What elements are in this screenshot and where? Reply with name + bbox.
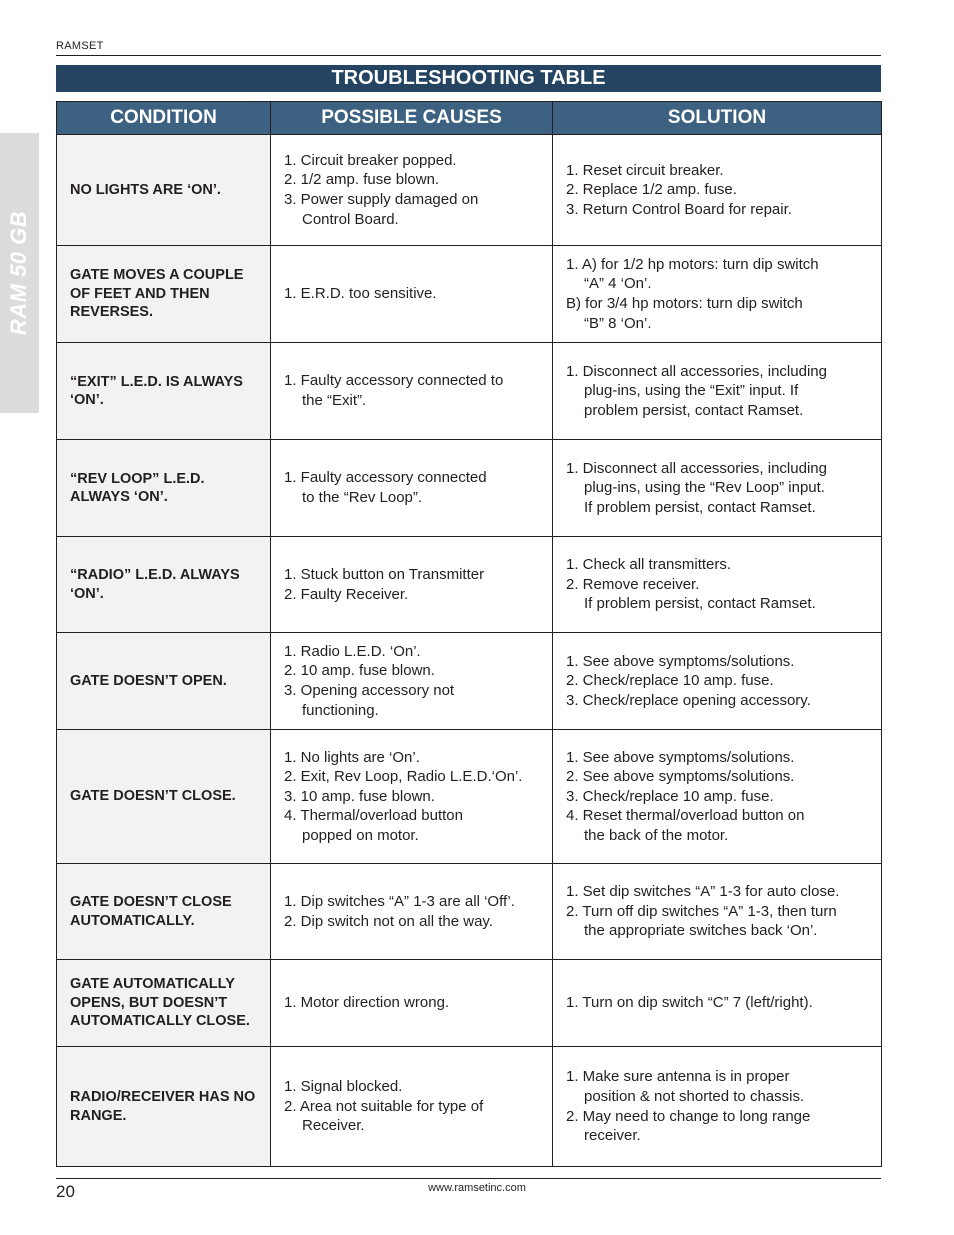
causes-cell — [271, 1047, 553, 1167]
solution-item: 2. May need to change to long range receiver. — [566, 1107, 811, 1145]
column-header-solution: SOLUTION — [553, 102, 882, 135]
causes-cell — [271, 633, 553, 730]
causes-cell-list — [284, 565, 546, 604]
cause-item: 1. Radio L.E.D. ‘On’. — [284, 642, 421, 660]
solution-item: 2. Replace 1/2 amp. fuse. — [566, 181, 737, 199]
cause-item: 1. E.R.D. too sensitive. — [284, 285, 437, 303]
solution-cell — [553, 864, 882, 960]
cause-item: 2. 1/2 amp. fuse blown. — [284, 171, 440, 189]
solution-item: 1. Reset circuit breaker. — [566, 161, 724, 179]
cause-item: 4. Thermal/overload button popped on motor. — [284, 807, 463, 844]
cause-item: 2. Exit, Rev Loop, Radio L.E.D.‘On’. — [284, 768, 523, 786]
solution-cell — [553, 1047, 882, 1167]
solution-item: 3. Return Control Board for repair. — [566, 200, 792, 218]
causes-cell — [271, 246, 553, 343]
condition-cell: RADIO/RECEIVER HAS NO RANGE. — [57, 1047, 271, 1167]
cause-item: 1. Faulty accessory connected to the “Rev Loop”. — [284, 469, 487, 506]
cause-item: 2. Dip switch not on all the way. — [284, 912, 493, 930]
cause-item: 3. Power supply damaged on Control Board. — [284, 191, 479, 228]
solution-cell-list — [566, 652, 875, 711]
table-row — [57, 343, 882, 440]
solution-item: 3. Check/replace opening accessory. — [566, 691, 811, 709]
condition-cell: GATE MOVES A COUPLE OF FEET AND THEN REVERSES. — [57, 246, 271, 343]
table-row — [57, 960, 882, 1047]
solution-cell — [553, 343, 882, 440]
condition-cell: GATE DOESN’T CLOSE AUTOMATICALLY. — [57, 864, 271, 960]
solution-cell — [553, 440, 882, 537]
cause-item: 2. Faulty Receiver. — [284, 585, 409, 603]
table-row — [57, 730, 882, 864]
brand-label: RAMSET — [56, 40, 104, 52]
solution-item: 2. Turn off dip switches “A” 1-3, then turn the appropriate switches back ‘On’. — [566, 902, 837, 940]
side-tab-label: RAM 50 GB — [6, 210, 31, 336]
footer-url: www.ramsetinc.com — [428, 1182, 526, 1194]
condition-cell: “RADIO” L.E.D. ALWAYS ‘ON’. — [57, 537, 271, 633]
column-header-condition: CONDITION — [57, 102, 271, 135]
causes-cell — [271, 135, 553, 246]
table-row — [57, 135, 882, 246]
solution-cell-list — [566, 882, 875, 941]
table-row — [57, 1047, 882, 1167]
condition-cell: “EXIT” L.E.D. IS ALWAYS ‘ON’. — [57, 343, 271, 440]
cause-item: 3. Opening accessory not functioning. — [284, 682, 455, 719]
cause-item: 3. 10 amp. fuse blown. — [284, 787, 435, 805]
solution-cell-list — [566, 993, 875, 1013]
solution-cell-list — [566, 555, 875, 614]
causes-cell — [271, 960, 553, 1047]
condition-cell: “REV LOOP” L.E.D. ALWAYS ‘ON’. — [57, 440, 271, 537]
condition-cell: GATE AUTOMATICALLY OPENS, BUT DOESN’T AUTOMATICALLY CLOSE. — [57, 960, 271, 1047]
causes-cell — [271, 440, 553, 537]
solution-item: 1. See above symptoms/solutions. — [566, 748, 795, 766]
solution-cell — [553, 246, 882, 343]
causes-cell-list — [284, 1077, 546, 1136]
table-title: TROUBLESHOOTING TABLE — [56, 65, 881, 92]
table-row — [57, 440, 882, 537]
cause-item: 2. Area not suitable for type of Receiver. — [284, 1097, 484, 1135]
cause-item: 2. 10 amp. fuse blown. — [284, 662, 435, 680]
solution-item: 4. Reset thermal/overload button on the back of the motor. — [566, 807, 805, 844]
column-header-causes: POSSIBLE CAUSES — [271, 102, 553, 135]
causes-cell-list — [284, 892, 546, 931]
troubleshooting-table — [56, 101, 882, 1167]
solution-item: 1. Turn on dip switch “C” 7 (left/right). — [566, 994, 813, 1012]
table-row — [57, 537, 882, 633]
solution-cell-list — [566, 255, 875, 333]
solution-item: 3. Check/replace 10 amp. fuse. — [566, 787, 774, 805]
causes-cell-list — [284, 151, 546, 229]
solution-cell-list — [566, 1067, 875, 1145]
causes-cell-list — [284, 993, 546, 1013]
solution-cell — [553, 730, 882, 864]
solution-cell — [553, 135, 882, 246]
page-number: 20 — [56, 1182, 75, 1201]
solution-cell-list — [566, 362, 875, 421]
solution-item: 2. See above symptoms/solutions. — [566, 768, 795, 786]
solution-cell-list — [566, 748, 875, 846]
header-rule — [56, 55, 881, 56]
solution-item: 1. Disconnect all accessories, including plug-ins, using the “Exit” input. If problem persist, contact Ramset. — [566, 362, 827, 419]
condition-cell: NO LIGHTS ARE ‘ON’. — [57, 135, 271, 246]
solution-item: 1. See above symptoms/solutions. — [566, 652, 795, 670]
causes-cell-list — [284, 371, 546, 410]
solution-cell — [553, 537, 882, 633]
solution-item: 1. Disconnect all accessories, including plug-ins, using the “Rev Loop” input. If problem persist, contact Ramset. — [566, 459, 827, 516]
table-header-row — [57, 102, 882, 135]
solution-item: 2. Check/replace 10 amp. fuse. — [566, 672, 774, 690]
cause-item: 1. Signal blocked. — [284, 1078, 403, 1096]
solution-item: 1. Make sure antenna is in proper position & not shorted to chassis. — [566, 1068, 805, 1105]
cause-item: 1. Motor direction wrong. — [284, 994, 450, 1012]
causes-cell-list — [284, 468, 546, 507]
cause-item: 1. No lights are ‘On’. — [284, 748, 420, 766]
cause-item: 1. Faulty accessory connected to the “Exit”. — [284, 372, 504, 409]
cause-item: 1. Dip switches “A” 1-3 are all ‘Off’. — [284, 892, 515, 910]
cause-item: 1. Circuit breaker popped. — [284, 151, 457, 169]
causes-cell — [271, 343, 553, 440]
cause-item: 1. Stuck button on Transmitter — [284, 565, 485, 583]
causes-cell-list — [284, 642, 546, 720]
solution-cell-list — [566, 459, 875, 518]
condition-cell: GATE DOESN’T OPEN. — [57, 633, 271, 730]
causes-cell — [271, 864, 553, 960]
causes-cell — [271, 730, 553, 864]
table-row — [57, 246, 882, 343]
solution-item: 1. Set dip switches “A” 1-3 for auto close. — [566, 883, 840, 901]
solution-cell — [553, 960, 882, 1047]
solution-cell-list — [566, 161, 875, 220]
causes-cell-list — [284, 748, 546, 846]
solution-cell — [553, 633, 882, 730]
solution-item: 1. A) for 1/2 hp motors: turn dip switch “A” 4 ‘On’. — [566, 255, 819, 293]
causes-cell-list — [284, 284, 546, 304]
side-tab — [0, 133, 39, 413]
solution-item: 2. Remove receiver. If problem persist, contact Ramset. — [566, 575, 816, 613]
table-row — [57, 864, 882, 960]
causes-cell — [271, 537, 553, 633]
condition-cell: GATE DOESN’T CLOSE. — [57, 730, 271, 864]
footer-rule — [56, 1178, 881, 1179]
solution-item: 1. Check all transmitters. — [566, 556, 732, 574]
solution-item: B) for 3/4 hp motors: turn dip switch “B” 8 ‘On’. — [566, 295, 803, 332]
table-row — [57, 633, 882, 730]
